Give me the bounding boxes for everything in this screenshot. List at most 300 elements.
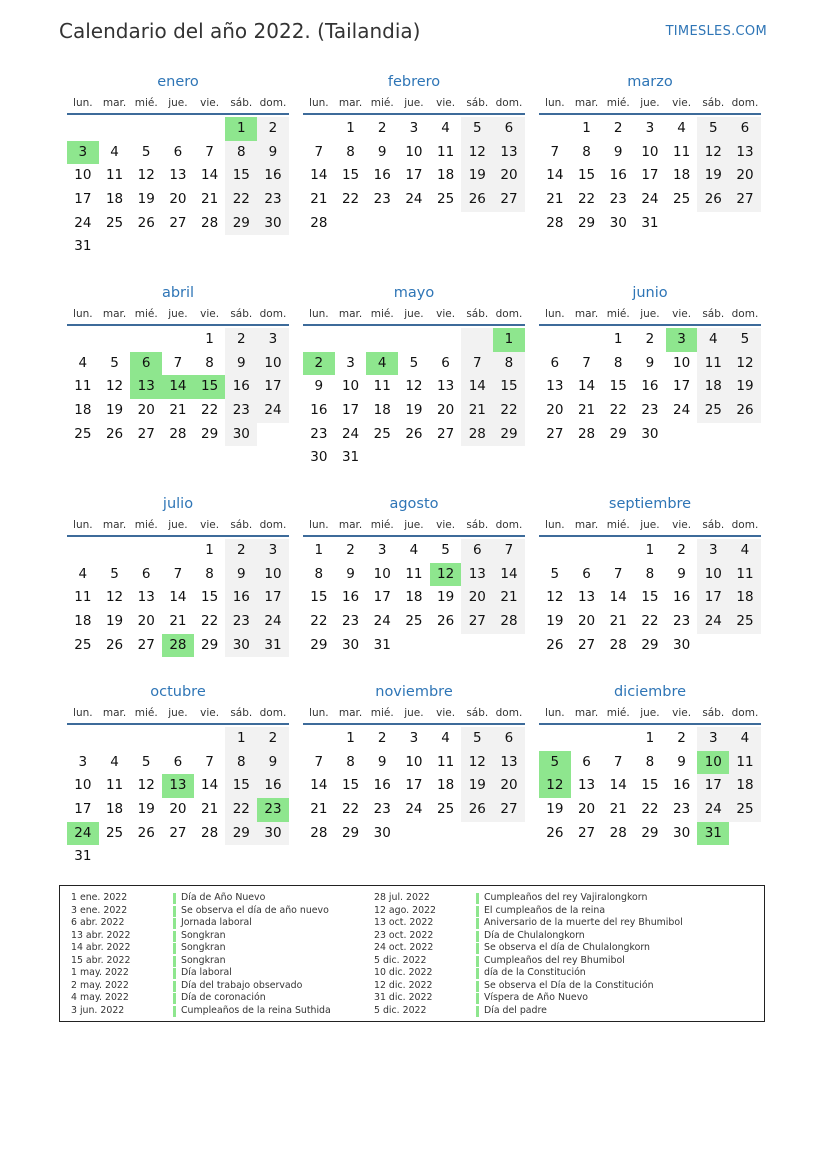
holiday-day-cell: 13	[130, 375, 162, 399]
empty-cell	[130, 328, 162, 352]
day-cell: 18	[405, 589, 423, 606]
week-row	[303, 586, 525, 610]
day-cell: 6	[582, 753, 591, 770]
day-cell: 26	[697, 188, 729, 212]
day-cell: 5	[550, 565, 560, 582]
weekday-label: sáb.	[702, 97, 725, 109]
legend-name: Se observa el Día de la Constitución	[484, 979, 654, 991]
day-cell: 11	[437, 143, 455, 160]
day-cell: 6	[141, 565, 151, 582]
weekday-label: mar.	[102, 519, 127, 531]
day-cell: 24	[697, 610, 729, 634]
day-cell: 28	[201, 824, 219, 841]
week-row	[539, 634, 761, 658]
day-cell: 1	[645, 730, 655, 746]
day-cell: 28	[546, 214, 564, 231]
week-row	[303, 423, 525, 447]
empty-cell	[571, 727, 603, 751]
day-cell: 23	[373, 801, 391, 818]
day-cell: 6	[493, 727, 525, 751]
day-cell: 2	[346, 542, 355, 558]
day-cell: 24	[257, 610, 289, 634]
day-cell: 17	[405, 777, 423, 794]
day-cell: 17	[641, 167, 659, 184]
day-cell: 13	[169, 167, 187, 184]
month-enero	[67, 71, 289, 259]
day-cell: 30	[310, 449, 328, 466]
day-cell: 10	[673, 354, 691, 371]
weekday-label: lun.	[545, 97, 565, 109]
day-cell: 26	[105, 636, 124, 653]
day-cell: 7	[205, 753, 214, 770]
day-cell: 8	[205, 565, 214, 582]
empty-cell	[67, 328, 99, 352]
legend-item	[71, 955, 331, 968]
site-link[interactable]: TIMESLES.COM	[665, 24, 767, 39]
legend-date: 12 dic. 2022	[374, 979, 433, 991]
month-name: mayo	[393, 285, 435, 301]
day-cell: 25	[673, 191, 691, 208]
day-cell: 12	[729, 352, 761, 376]
empty-cell	[67, 539, 99, 563]
weekday-label: lun.	[309, 97, 329, 109]
day-cell: 15	[225, 774, 257, 798]
day-cell: 23	[673, 801, 691, 818]
day-cell: 14	[201, 167, 219, 184]
day-cell: 13	[493, 141, 525, 165]
legend-item	[374, 930, 683, 943]
day-cell: 1	[346, 730, 355, 746]
day-cell: 17	[697, 774, 729, 798]
day-cell: 7	[613, 565, 623, 582]
week-row	[67, 399, 289, 423]
day-cell: 26	[405, 425, 423, 442]
day-cell: 18	[697, 375, 729, 399]
day-cell: 29	[225, 822, 257, 846]
weekday-label: jue.	[404, 308, 424, 320]
day-cell: 30	[225, 423, 257, 447]
day-cell: 26	[137, 214, 155, 231]
day-cell: 18	[105, 801, 124, 818]
day-cell: 12	[405, 378, 423, 395]
legend-item	[374, 967, 683, 980]
day-cell: 24	[697, 798, 729, 822]
day-cell: 2	[225, 328, 257, 352]
weekday-header	[539, 703, 761, 725]
day-cell: 5	[141, 143, 151, 160]
legend-name: Jornada laboral	[181, 917, 252, 928]
day-cell: 7	[493, 539, 525, 563]
legend-name: Aniversario de la muerte del rey Bhumibol	[484, 917, 683, 928]
weekday-label: vie.	[672, 519, 692, 531]
weekday-label: lun.	[545, 707, 565, 719]
day-cell: 24	[673, 402, 691, 419]
day-cell: 27	[169, 824, 187, 841]
legend-date: 13 oct. 2022	[374, 917, 434, 928]
day-cell: 10	[405, 143, 423, 160]
legend-marker	[476, 981, 479, 992]
day-cell: 27	[577, 636, 596, 653]
weekday-label: sáb.	[702, 308, 725, 320]
empty-cell	[99, 727, 131, 751]
day-cell: 7	[582, 354, 591, 371]
day-cell: 17	[341, 402, 360, 419]
day-cell: 10	[641, 143, 659, 160]
legend-column-right	[374, 892, 683, 1017]
day-cell: 7	[205, 143, 214, 160]
day-cell: 20	[137, 402, 155, 419]
day-cell: 8	[645, 565, 655, 582]
day-cell: 10	[257, 352, 289, 376]
legend-column-left	[71, 892, 331, 1017]
weekday-label: vie.	[436, 308, 456, 320]
day-cell: 10	[341, 378, 360, 395]
weekday-label: dom.	[731, 308, 759, 320]
day-cell: 30	[373, 824, 391, 841]
empty-cell	[99, 539, 131, 563]
empty-cell	[130, 727, 162, 751]
day-cell: 18	[74, 402, 92, 419]
week-row	[303, 212, 525, 236]
day-cell: 31	[257, 634, 289, 658]
day-cell: 1	[582, 120, 591, 136]
month-name: enero	[157, 74, 199, 90]
week-row	[303, 188, 525, 212]
day-cell: 27	[546, 425, 564, 442]
day-cell: 7	[314, 143, 324, 160]
empty-cell	[602, 727, 634, 751]
day-cell: 3	[697, 727, 729, 751]
day-cell: 6	[461, 539, 493, 563]
day-cell: 20	[493, 164, 525, 188]
weekday-header	[539, 304, 761, 326]
day-cell: 4	[78, 354, 88, 371]
day-cell: 6	[729, 117, 761, 141]
month-name: marzo	[627, 74, 673, 90]
day-cell: 15	[201, 589, 219, 606]
legend-item	[71, 942, 331, 955]
weekday-label: dom.	[731, 519, 759, 531]
day-cell: 1	[225, 727, 257, 751]
week-row	[67, 563, 289, 587]
day-cell: 19	[461, 164, 493, 188]
month-name: septiembre	[608, 496, 692, 512]
day-cell: 23	[257, 188, 289, 212]
week-row	[303, 399, 525, 423]
day-cell: 19	[546, 613, 564, 630]
day-cell: 20	[437, 402, 455, 419]
empty-cell	[303, 727, 335, 751]
legend-date: 3 jun. 2022	[71, 1004, 125, 1016]
weekday-label: mié.	[370, 308, 394, 320]
day-cell: 22	[225, 798, 257, 822]
day-cell: 7	[461, 352, 493, 376]
week-row	[67, 117, 289, 141]
legend-marker	[476, 993, 479, 1004]
month-name: abril	[161, 285, 195, 301]
month-junio	[539, 282, 761, 446]
weekday-label: dom.	[259, 519, 287, 531]
legend-marker	[173, 906, 176, 917]
empty-cell	[99, 117, 131, 141]
day-cell: 11	[105, 167, 124, 184]
day-cell: 15	[577, 167, 596, 184]
day-cell: 1	[613, 331, 623, 347]
day-cell: 13	[546, 378, 564, 395]
empty-cell	[67, 117, 99, 141]
holiday-day-cell: 13	[162, 774, 194, 798]
day-cell: 28	[461, 423, 493, 447]
day-cell: 20	[546, 402, 564, 419]
day-cell: 9	[225, 352, 257, 376]
weekday-label: mié.	[370, 97, 394, 109]
day-cell: 18	[729, 774, 761, 798]
week-row	[303, 634, 525, 658]
day-cell: 5	[461, 117, 493, 141]
day-cell: 12	[105, 378, 124, 395]
legend-item	[374, 917, 683, 930]
day-cell: 6	[441, 354, 450, 371]
day-cell: 8	[645, 753, 655, 770]
day-cell: 3	[645, 120, 655, 136]
day-cell: 13	[577, 589, 596, 606]
day-cell: 14	[461, 375, 493, 399]
weekday-label: lun.	[73, 519, 93, 531]
week-row	[67, 727, 289, 751]
day-cell: 8	[205, 354, 214, 371]
week-row	[539, 375, 761, 399]
weekday-label: mar.	[574, 97, 599, 109]
legend-name: Songkran	[181, 942, 226, 953]
holiday-day-cell: 10	[697, 751, 729, 775]
month-diciembre	[539, 681, 761, 845]
holiday-day-cell: 12	[430, 563, 462, 587]
weekday-label: dom.	[259, 308, 287, 320]
day-cell: 28	[310, 214, 328, 231]
legend-marker	[476, 943, 479, 954]
day-cell: 3	[409, 120, 419, 136]
day-cell: 5	[461, 727, 493, 751]
week-row	[539, 751, 761, 775]
holiday-day-cell: 1	[493, 328, 525, 352]
day-cell: 25	[74, 425, 92, 442]
weekday-label: mié.	[606, 707, 630, 719]
month-septiembre	[539, 493, 761, 657]
day-cell: 28	[577, 425, 596, 442]
week-row	[303, 117, 525, 141]
weekday-label: vie.	[200, 707, 220, 719]
day-cell: 14	[546, 167, 564, 184]
legend-name: Día del padre	[484, 1004, 547, 1016]
day-cell: 21	[201, 801, 219, 818]
week-row	[303, 141, 525, 165]
day-cell: 17	[405, 167, 423, 184]
month-name: febrero	[387, 74, 441, 90]
weekday-label: mar.	[338, 97, 363, 109]
day-cell: 14	[609, 589, 627, 606]
legend-item	[374, 955, 683, 968]
weekday-label: lun.	[73, 97, 93, 109]
day-cell: 23	[310, 425, 328, 442]
weekday-header	[67, 515, 289, 537]
weekday-label: sáb.	[230, 97, 253, 109]
day-cell: 24	[74, 214, 92, 231]
day-cell: 11	[697, 352, 729, 376]
day-cell: 28	[493, 610, 525, 634]
legend-item	[71, 1005, 331, 1018]
day-cell: 12	[461, 141, 493, 165]
week-row	[67, 845, 289, 869]
day-cell: 10	[257, 563, 289, 587]
day-cell: 24	[405, 191, 423, 208]
weekday-header	[67, 304, 289, 326]
day-cell: 26	[461, 798, 493, 822]
day-cell: 3	[257, 328, 289, 352]
weekday-header	[67, 93, 289, 115]
legend-date: 10 dic. 2022	[374, 967, 433, 978]
day-cell: 2	[613, 120, 623, 136]
month-name: agosto	[389, 496, 439, 512]
legend-name: Se observa el día de Chulalongkorn	[484, 942, 650, 953]
day-cell: 25	[697, 399, 729, 423]
legend-date: 5 dic. 2022	[374, 1004, 427, 1016]
day-cell: 31	[74, 238, 92, 255]
day-cell: 27	[461, 610, 493, 634]
empty-cell	[162, 539, 194, 563]
weekday-label: mié.	[606, 97, 630, 109]
day-cell: 21	[609, 801, 627, 818]
day-cell: 9	[346, 565, 355, 582]
month-name: octubre	[150, 684, 206, 700]
day-cell: 9	[377, 753, 387, 770]
day-cell: 5	[110, 354, 119, 371]
weekday-header	[303, 703, 525, 725]
week-row	[67, 423, 289, 447]
day-cell: 26	[437, 613, 455, 630]
day-cell: 5	[110, 565, 119, 582]
empty-cell	[571, 328, 603, 352]
week-row	[539, 610, 761, 634]
day-cell: 9	[257, 751, 289, 775]
weekday-label: vie.	[436, 97, 456, 109]
day-cell: 20	[729, 164, 761, 188]
weekday-label: jue.	[404, 97, 424, 109]
legend-name: Día de coronación	[181, 992, 266, 1003]
empty-cell	[194, 727, 226, 751]
empty-cell	[99, 328, 131, 352]
day-cell: 11	[729, 751, 761, 775]
legend-item	[71, 930, 331, 943]
day-cell: 20	[461, 586, 493, 610]
weekday-label: mié.	[606, 308, 630, 320]
legend-item	[71, 917, 331, 930]
legend-item	[374, 1005, 683, 1018]
day-cell: 17	[373, 589, 391, 606]
week-row	[67, 822, 289, 846]
weekday-label: dom.	[495, 519, 523, 531]
week-row	[303, 751, 525, 775]
day-cell: 22	[341, 191, 360, 208]
day-cell: 16	[373, 167, 391, 184]
week-row	[303, 610, 525, 634]
day-cell: 26	[137, 824, 155, 841]
weekday-label: lun.	[73, 707, 93, 719]
legend-item	[374, 905, 683, 918]
day-cell: 7	[173, 565, 183, 582]
page-title: Calendario del año 2022. (Tailandia)	[59, 19, 421, 43]
day-cell: 21	[461, 399, 493, 423]
day-cell: 17	[257, 375, 289, 399]
legend-marker	[173, 956, 176, 967]
day-cell: 8	[346, 143, 355, 160]
day-cell: 12	[105, 589, 124, 606]
day-cell: 16	[609, 167, 627, 184]
day-cell: 20	[493, 774, 525, 798]
week-row	[539, 188, 761, 212]
empty-cell	[162, 117, 194, 141]
week-row	[67, 212, 289, 236]
day-cell: 22	[609, 402, 627, 419]
day-cell: 22	[493, 399, 525, 423]
legend-name: Día del trabajo observado	[181, 979, 303, 991]
day-cell: 19	[137, 191, 155, 208]
day-cell: 18	[437, 777, 455, 794]
day-cell: 11	[373, 378, 391, 395]
weekday-label: sáb.	[230, 707, 253, 719]
month-marzo	[539, 71, 761, 235]
day-cell: 4	[110, 753, 119, 770]
weekday-header	[539, 93, 761, 115]
weekday-label: jue.	[640, 519, 660, 531]
day-cell: 15	[341, 167, 360, 184]
empty-cell	[602, 539, 634, 563]
day-cell: 18	[74, 613, 92, 630]
day-cell: 4	[697, 328, 729, 352]
day-cell: 30	[257, 822, 289, 846]
weekday-label: vie.	[200, 97, 220, 109]
legend-date: 13 abr. 2022	[71, 929, 131, 941]
legend-name: Víspera de Año Nuevo	[484, 992, 588, 1003]
day-cell: 25	[74, 636, 92, 653]
day-cell: 24	[405, 801, 423, 818]
weekday-label: mar.	[338, 519, 363, 531]
month-name: diciembre	[613, 684, 687, 700]
week-row	[67, 375, 289, 399]
day-cell: 29	[577, 214, 596, 231]
day-cell: 8	[225, 751, 257, 775]
month-name: junio	[632, 285, 668, 301]
day-cell: 11	[673, 143, 691, 160]
empty-cell	[162, 328, 194, 352]
month-febrero	[303, 71, 525, 235]
day-cell: 27	[437, 425, 455, 442]
day-cell: 25	[405, 613, 423, 630]
empty-cell	[398, 328, 430, 352]
day-cell: 27	[169, 214, 187, 231]
legend-marker	[173, 918, 176, 929]
day-cell: 25	[105, 824, 124, 841]
day-cell: 3	[377, 542, 387, 558]
empty-cell	[539, 727, 571, 751]
legend-name: Songkran	[181, 929, 226, 941]
day-cell: 16	[257, 774, 289, 798]
day-cell: 20	[577, 801, 596, 818]
day-cell: 27	[137, 425, 155, 442]
day-cell: 17	[697, 586, 729, 610]
day-cell: 3	[346, 354, 355, 371]
legend-item	[374, 892, 683, 905]
day-cell: 6	[173, 143, 183, 160]
